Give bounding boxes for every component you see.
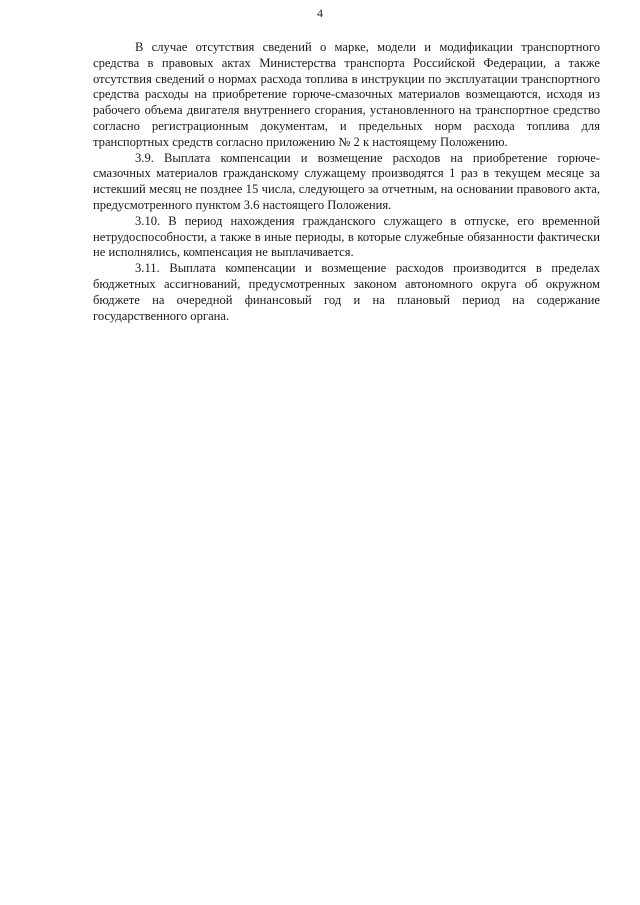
page-number: 4 [317, 6, 323, 20]
paragraph-3-9: 3.9. Выплата компенсации и возмещение расходов на приобретение горюче-смазочных материалов гражданскому служащему производятся 1 раз в текущем месяце за истекший месяц не позднее 15 числа, следующего за отчетным, на основании правового акта, предусмотренного пунктом 3.6 настоящего Положения. [93, 150, 600, 212]
paragraph-fuel-norms: В случае отсутствия сведений о марке, модели и модификации транспортного средства в правовых актах Министерства транспорта Российской Федерации, а также отсутствия сведений о нормах расхода топлива в инструкции по эксплуатации транспортного средства расходы на приобретение горюче-смазочных материалов возмещаются, исходя из рабочего объема двигателя внутреннего сгорания, установленного на транспортное средство согласно регистрационным документам, и предельных норм расхода топлива для транспортных средств согласно приложению № 2 к настоящему Положению. [93, 40, 600, 149]
paragraph-3-10: 3.10. В период нахождения гражданского служащего в отпуске, его временной нетрудоспособности, а также в иные периоды, в которые служебные обязанности фактически не исполнялись, компенсация не выплачивается. [93, 213, 600, 260]
paragraph-3-11: 3.11. Выплата компенсации и возмещение расходов производится в пределах бюджетных ассигнований, предусмотренных законом автономного округа об окружном бюджете на очередной финансовый год и на плановый период на содержание государственного органа. [93, 261, 600, 323]
document-body [93, 40, 600, 324]
